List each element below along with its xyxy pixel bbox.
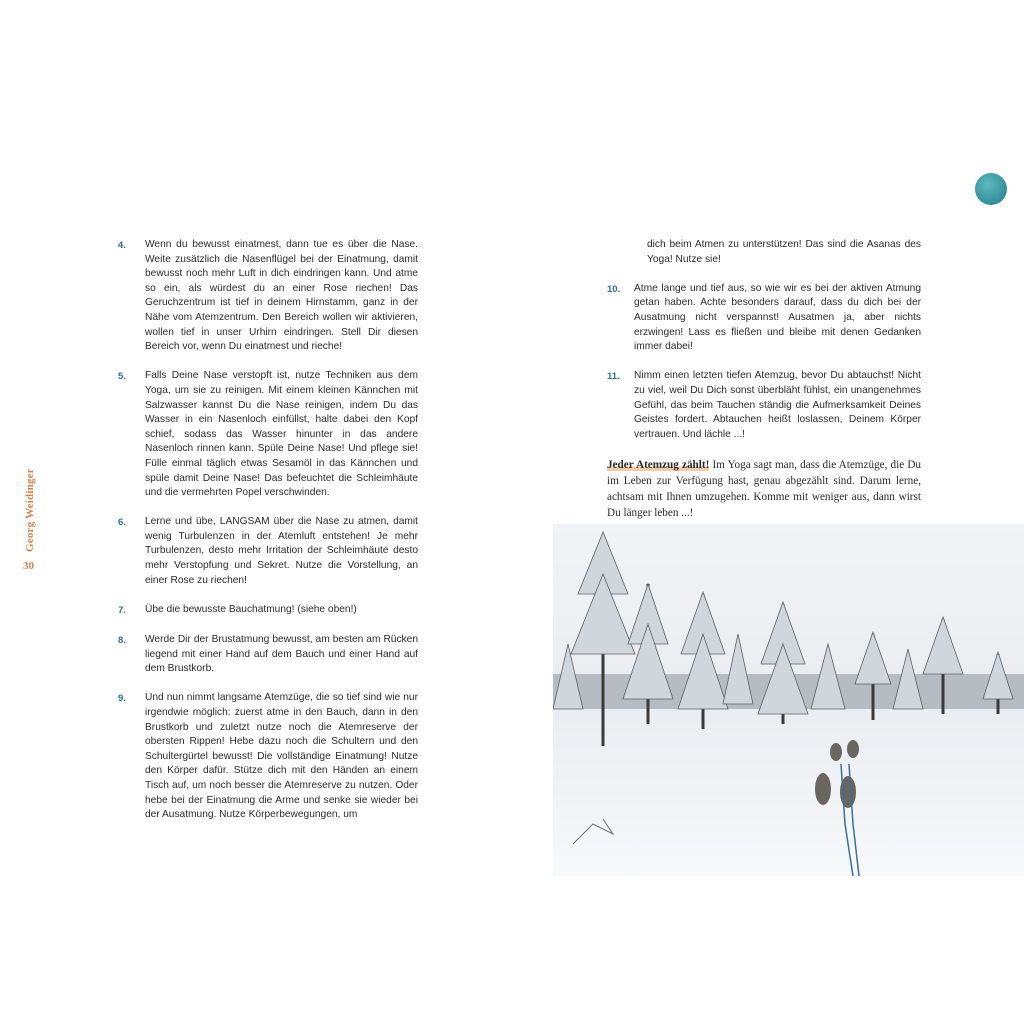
closing-text: Im Yoga sagt man, dass die Atemzüge, die Du im Leben zur Verfügung hast, genau abgezählt sind. Darum lerne, achtsam mit Ihnen umzugehen. Komme mit weniger aus, dann wirst Du länger leben ...!	[607, 458, 921, 519]
item-text: Atme lange und tief aus, so wie wir es bei der aktiven Atmung getan haben. Achte besonders darauf, dass du dich bei der Ausatmung nicht verspannst! Ausatmen ja, aber nichts erzwingen! Lass es fließen und bleibe mit denen Gedanken immer dabei!	[634, 282, 921, 353]
list-item	[118, 603, 418, 619]
list-item	[118, 691, 418, 822]
margin-label	[18, 470, 42, 580]
item-text: Falls Deine Nase verstopft ist, nutze Techniken aus dem Yoga, um sie zu reinigen. Mit einem kleinen Kännchen mit Salzwasser kannst Du die Nase reinigen, indem Du das Wasser in ein Nasenloch einfüllst, halte dabei den Kopf schief, sodass das Wasser hinunter in das andere Nasenloch rinnen kann. Spüle Deine Nase! Und pflege sie! Fülle einmal täglich etwas Sesamöl in das Kännchen und spüle damit Deine Nase! Das befeuchtet die Schleimhäute und die vermehrten Popel verschwinden.	[145, 370, 418, 499]
snow-forest-photo	[553, 524, 1024, 876]
item-text: Nimm einen letzten tiefen Atemzug, bevor Du abtauchst! Nicht zu viel, weil Du Dich sonst überbläht fühlst, ein unangenehmes Gefühl, das beim Tauchen ständig die Aufmerksamkeit Deines Geistes fordert. Abtauchen heißt loslassen, Deinem Körper vertrauen. Und lächle ...!	[634, 370, 921, 440]
item-text: Und nun nimmt langsame Atemzüge, die so tief sind wie nur irgendwie möglich: zuerst atme in den Bauch, dann in den Brustkorb und zuletzt nutze noch die Atemreserve der obersten Rippen! Hebe dazu noch die Schultern und den Schultergürtel bewusst! Die vollständige Einatmung! Nutze den Körper dafür. Stütze dich mit den Händen an einem Tisch auf, um noch besser die Atemreserve zu nutzen. Oder hebe bei der Einatmung die Arme und senke sie wieder bei der Ausatmung. Nutze Körperbewegungen, um	[145, 692, 418, 821]
teal-dot-decoration	[975, 173, 1007, 205]
item-number: 5.	[118, 371, 126, 383]
list-item	[118, 238, 418, 355]
item-number: 8.	[118, 635, 126, 647]
item-number: 6.	[118, 517, 126, 529]
item-text: Wenn du bewusst einatmest, dann tue es über die Nase. Weite zusätzlich die Nasenflügel bei der Einatmung, damit bewusst noch mehr Luft in dich eindringen kann. Und atme so ein, als würdest du an einer Rose riechen! Das Geruchzentrum ist tief in deinem Hirnstamm, ganz in der Nähe vom Atemzentrum. Den Bereich wollen wir aktivieren, wollen tief in unser Urhirn eindringen. Stell Dir diesen Bereich vor, wenn Du einatmest und rieche!	[145, 239, 418, 353]
item-number: 7.	[118, 604, 126, 616]
list-item	[118, 633, 418, 677]
item-number: 4.	[118, 240, 126, 251]
list-item	[118, 515, 418, 588]
left-column	[118, 238, 418, 837]
item-number: 11.	[607, 371, 620, 383]
item-number: 10.	[607, 283, 621, 295]
item-number: 9.	[118, 693, 126, 705]
list-item	[607, 369, 921, 442]
continuation-text: dich beim Atmen zu unterstützen! Das sind die Asanas des Yoga! Nutze sie!	[647, 239, 921, 265]
item-text: Übe die bewusste Bauchatmung! (siehe oben!)	[145, 603, 357, 615]
closing-paragraph	[607, 457, 921, 521]
item-text: Werde Dir der Brustatmung bewusst, am besten am Rücken liegend mit einer Hand auf dem Bauch und einer Hand auf dem Brustkorb.	[145, 634, 418, 675]
right-column	[607, 238, 921, 532]
photo-illustration	[553, 524, 1024, 876]
highlight-phrase: Jeder Atemzug zählt!	[607, 458, 710, 471]
page-number: 30	[23, 560, 34, 572]
author-name: Georg Weidinger	[24, 468, 36, 552]
list-item	[118, 369, 418, 500]
item-text: Lerne und übe, LANGSAM über die Nase zu atmen, damit wenig Turbulenzen in der Atemluft entstehen! Je mehr Turbulenzen, desto mehr Irritation der Schleimhäute desto mehr Verstopfung und Sekret. Nutze die Vorstellung, an einer Rose zu riechen!	[145, 516, 418, 586]
list-item	[607, 282, 921, 355]
